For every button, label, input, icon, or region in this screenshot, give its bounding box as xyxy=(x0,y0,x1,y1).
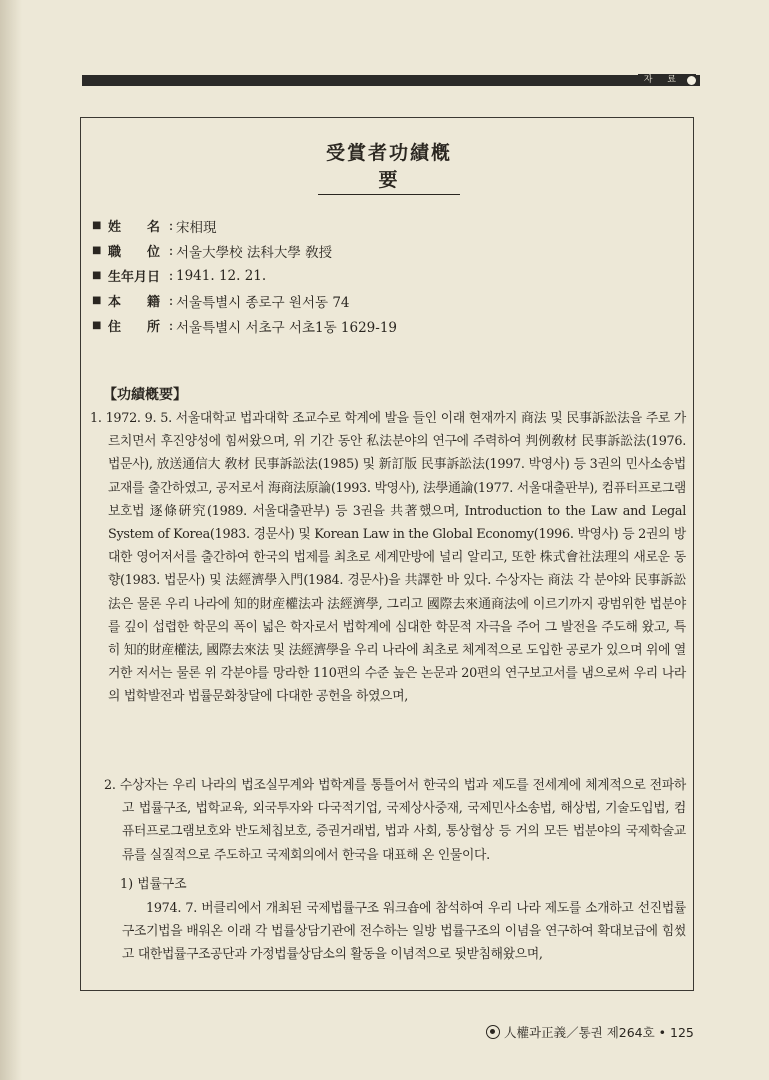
profile-label: 本 籍 xyxy=(108,295,161,310)
profile-list xyxy=(92,213,652,338)
profile-label: 姓 名 xyxy=(108,220,161,235)
profile-value: 서울大學校 法科大學 敎授 xyxy=(176,244,333,261)
subsection-heading: 1) 법률구조 xyxy=(120,877,187,892)
profile-label: 住 所 xyxy=(108,320,161,335)
profile-row-birthdate: ■ 生年月日 : 1941. 12. 21. xyxy=(92,267,267,285)
footer-text: 人權과正義／통권 제264호 • 125 xyxy=(504,1025,694,1040)
section-tag: 자 료 xyxy=(638,74,696,86)
profile-row-domicile: ■ 本 籍 : 서울특별시 종로구 원서동 74 xyxy=(92,292,350,311)
paragraph-achievement-2: 2. 수상자는 우리 나라의 법조실무계와 법학계를 통틀어서 한국의 법과 제도를 전세계에 체계적으로 전파하고 법률구조, 법학교육, 외국투자와 다국적기업, 국제상사중재, 국제민사소송법, 해상법, 기술도입법, 컴퓨터프로그램보호와 반도체칩보호, 증권거래법, 법과 사회, 통상협상 등 거의 모든 법분야의 국제학술교류를 실질적으로 주도하고 국제회의에서 한국을 대표해 온 인물이다. xyxy=(104,778,686,863)
profile-value: 1941. 12. 21. xyxy=(176,267,267,284)
section-heading: 【功績槪要】 xyxy=(103,387,187,403)
bullet-square-icon: ■ xyxy=(92,295,102,306)
profile-value: 宋相現 xyxy=(176,219,217,236)
profile-label: 職 位 xyxy=(108,245,161,260)
profile-row-position: ■ 職 位 : 서울大學校 法科大學 敎授 xyxy=(92,242,333,261)
profile-row-address: ■ 住 所 : 서울특별시 서초구 서초1동 1629-19 xyxy=(92,317,398,336)
bullet-square-icon: ■ xyxy=(92,320,102,331)
profile-value: 서울특별시 서초구 서초1동 1629-19 xyxy=(176,319,398,336)
bullet-square-icon: ■ xyxy=(92,245,102,256)
document-title: 受賞者功績槪要 xyxy=(318,138,460,195)
page-gutter-shade xyxy=(0,0,22,1080)
header-bar xyxy=(82,75,700,86)
journal-logo-icon xyxy=(486,1025,500,1039)
profile-row-name: ■ 姓 名 : 宋相現 xyxy=(92,217,217,236)
profile-label: 生年月日 xyxy=(108,270,161,285)
bullet-square-icon: ■ xyxy=(92,270,102,281)
page-footer xyxy=(486,1023,706,1041)
bullet-square-icon: ■ xyxy=(92,220,102,231)
paragraph-achievement-1: 1. 1972. 9. 5. 서울대학교 법과대학 조교수로 학계에 발을 들인 이래 현재까지 商法 및 民事訴訟法을 주로 가르치면서 후진양성에 힘써왔으며, 위 기간 동안 私法분야의 연구에 주력하여 判例敎材 民事訴訟法(1976. 법문사), 放送通信大 敎材 民事訴訟法(1985) 및 新訂版 民事訴訟法(1997. 박영사) 등 3권의 민사소송법 교재를 출간하였고, 공저로서 海商法原論(1993. 박영사), 法學通論(1977. 서울대출판부), 컴퓨터프로그램보호법 逐條硏究(1989. 서울대출판부) 등 3권을 共著했으며, Introduction to the Law and Legal System of Korea(1983. 경문사) 및 Korean Law in the Global Economy(1996. 박영사) 등 2권의 방대한 영어저서를 출간하여 한국의 법제를 최초로 세계만방에 널리 알리고, 또한 株式會社法理의 새로운 동향(1983. 법문사) 및 法經濟學入門(1984. 경문사)을 共譯한 바 있다. 수상자는 商法 각 분야와 民事訴訟法은 물론 우리 나라에 知的財産權法과 法經濟學, 그리고 國際去來通商法에 이르기까지 광범위한 법분야를 깊이 섭렵한 학문의 폭이 넓은 학자로서 법학계에 심대한 학문적 자극을 주어 그 발전을 주도해 왔고, 특히 知的財産權法, 國際去來法 및 法經濟學을 우리 나라에 최초로 체계적으로 도입한 공로가 있으며 위에 열거한 저서는 물론 위 각분야를 망라한 110편의 수준 높은 논문과 20편의 연구보고서를 냄으로써 우리 나라의 법학발전과 법률문화창달에 다대한 공헌을 하였으며, xyxy=(90,411,686,705)
profile-value: 서울특별시 종로구 원서동 74 xyxy=(176,294,350,311)
paragraph-legal-aid: 1974. 7. 버클리에서 개최된 국제법률구조 워크숍에 참석하여 우리 나라 제도를 소개하고 선진법률구조기법을 배워온 이래 각 법률상담기관에 전수하는 일방 법률구조의 이념을 연구하여 확대보급에 힘썼고 대한법률구조공단과 가정법률상담소의 활동을 이념적으로 뒷받침해왔으며, xyxy=(122,901,686,963)
